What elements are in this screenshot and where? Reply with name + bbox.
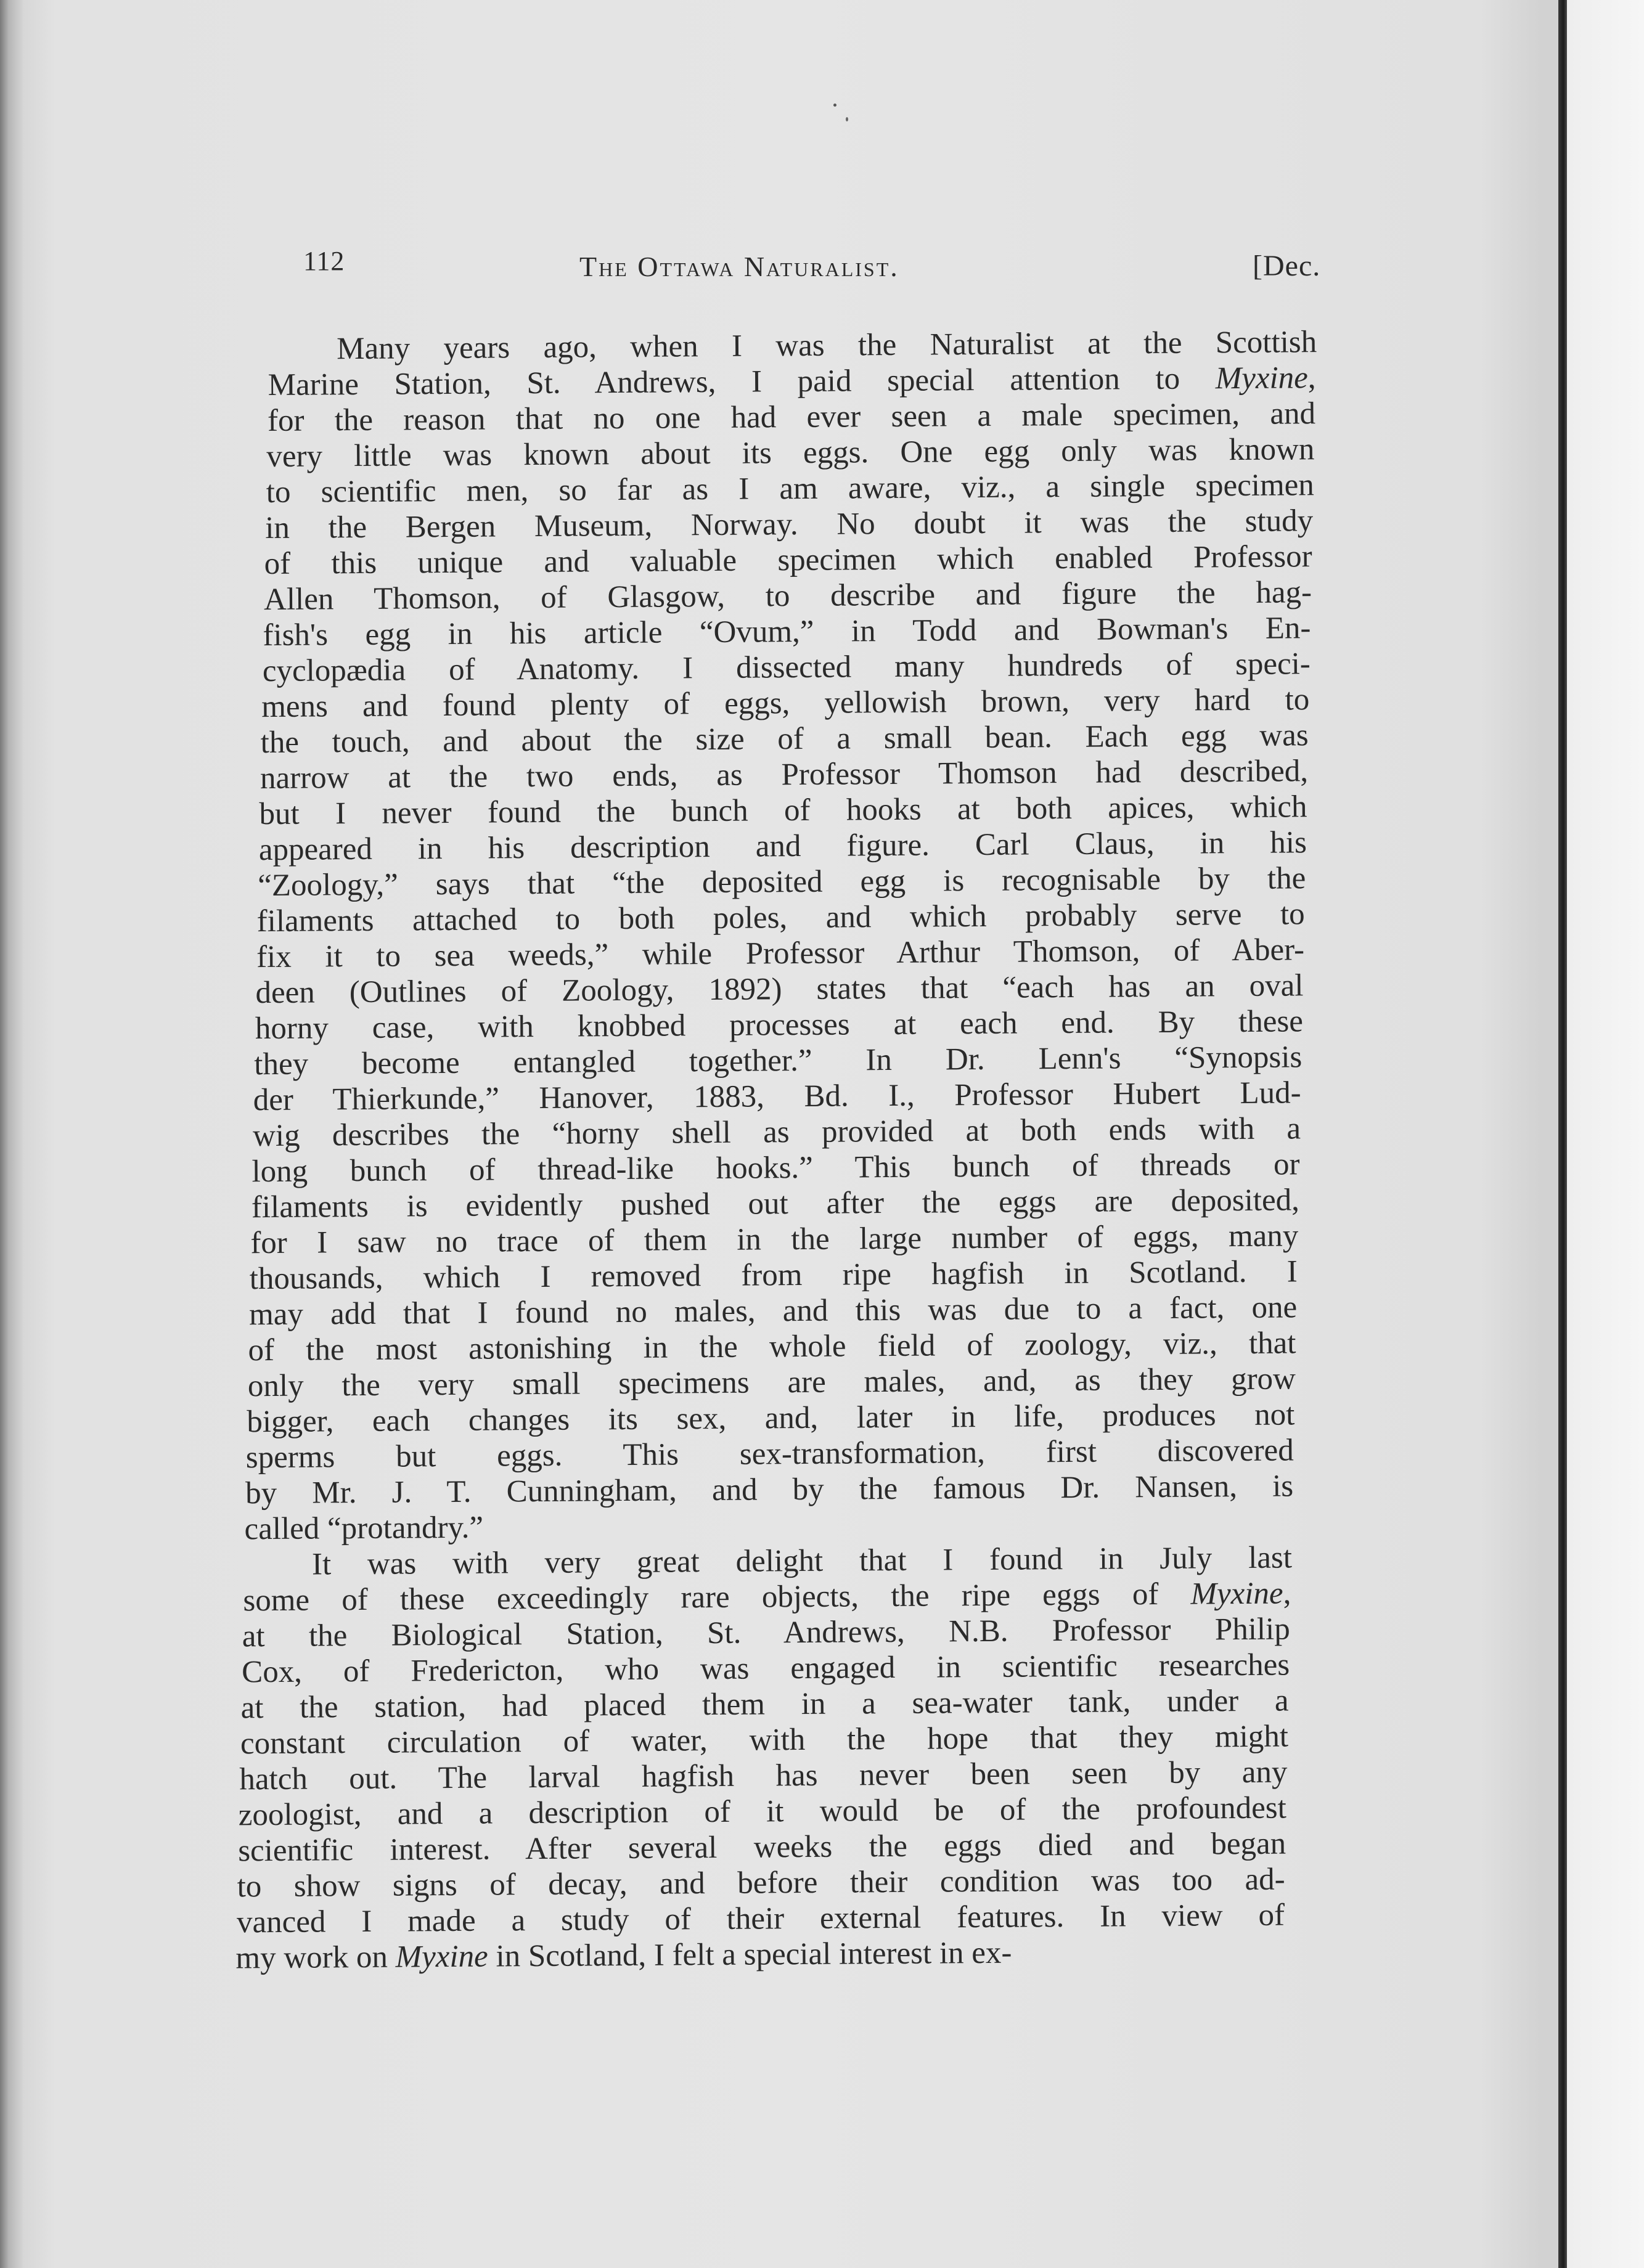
text-line: the touch, and about the size of a small bean. Each egg was <box>260 718 1309 761</box>
text-line: long bunch of thread-like hooks.” This bunch of threads or <box>252 1147 1300 1189</box>
text-line: mens and found plenty of eggs, yellowish brown, very hard to <box>261 682 1310 725</box>
text-line: der Thierkunde,” Hanover, 1883, Bd. I., Professor Hubert Lud- <box>253 1075 1301 1118</box>
text-line: bigger, each changes its sex, and, later in life, produces not <box>247 1397 1295 1440</box>
issue-month: [Dec. <box>1253 250 1321 282</box>
text-line: by Mr. J. T. Cunningham, and by the famous Dr. Nansen, is <box>245 1469 1294 1511</box>
text-line: horny case, with knobbed processes at each end. By these <box>255 1004 1304 1046</box>
text-line: It was with very great delight that I found in July last <box>311 1540 1293 1582</box>
text-line: deen (Outlines of Zoology, 1892) states that “each has an oval <box>255 968 1304 1011</box>
text-line: Many years ago, when I was the Naturalist at the Scottish <box>337 325 1317 367</box>
text-line: fix it to sea weeds,” while Professor Arthur Thomson, of Aber- <box>256 932 1305 975</box>
page-number: 112 <box>303 246 345 276</box>
running-head <box>303 245 1351 295</box>
scan-speck <box>846 117 848 121</box>
text-line: fish's egg in his article “Ovum,” in Todd and Bowman's En- <box>263 611 1311 653</box>
text-line: very little was known about its eggs. One egg only was known <box>266 432 1315 475</box>
text-line: narrow at the two ends, as Professor Thomson had described, <box>260 754 1309 796</box>
text-line: Cox, of Fredericton, who was engaged in scientific researches <box>241 1647 1290 1690</box>
genus-name: Myxine <box>1215 361 1309 396</box>
text-line: thousands, which I removed from ripe hagfish in Scotland. I <box>249 1254 1298 1297</box>
genus-name: Myxine <box>395 1939 488 1975</box>
text-line: only the very small specimens are males, and, as they grow <box>247 1361 1296 1404</box>
text-line: appeared in his description and figure. Carl Claus, in his <box>258 825 1307 868</box>
text-line: of the most astonishing in the whole field of zoology, viz., that <box>248 1326 1296 1368</box>
text-line: zoologist, and a description of it would be of the profoundest <box>238 1790 1286 1833</box>
page-edge-border <box>1558 0 1567 2268</box>
text-line: constant circulation of water, with the hope that they might <box>240 1719 1289 1761</box>
text-line: to show signs of decay, and before their condition was too ad- <box>237 1862 1285 1904</box>
text-line: in the Bergen Museum, Norway. No doubt it was the study <box>265 504 1314 546</box>
text-line: vanced I made a study of their external features. In view of <box>236 1898 1285 1940</box>
text-line: filaments attached to both poles, and which probably serve to <box>256 897 1305 939</box>
text-line: of this unique and valuable specimen which enabled Professor <box>264 539 1312 582</box>
text-line: hatch out. The larval hagfish has never been seen by any <box>239 1755 1288 1797</box>
text-line: for I saw no trace of them in the large number of eggs, many <box>250 1218 1299 1261</box>
text-line: but I never found the bunch of hooks at both apices, which <box>259 789 1307 832</box>
text-line: to scientific men, so far as I am aware, viz., a single specimen <box>266 468 1314 510</box>
text-line: filaments is evidently pushed out after the eggs are deposited, <box>251 1183 1300 1225</box>
text-line: Marine Station, St. Andrews, I paid special attention to Myxine, <box>268 361 1316 403</box>
text-line: called “protandry.” <box>244 1510 484 1547</box>
text-line: at the Biological Station, St. Andrews, N.B. Professor Philip <box>242 1612 1290 1654</box>
text-line: wig describes the “horny shell as provided at both ends with a <box>252 1111 1301 1154</box>
text-line: scientific interest. After several weeks the eggs died and began <box>238 1826 1286 1869</box>
text-line: may add that I found no males, and this was due to a fact, one <box>248 1290 1298 1332</box>
article-body <box>235 324 1328 1976</box>
scan-speck <box>833 104 836 107</box>
text-line: “Zoology,” says that “the deposited egg is recognisable by the <box>258 861 1306 904</box>
text-line: at the station, had placed them in a sea-water tank, under a <box>240 1683 1289 1726</box>
journal-title: The Ottawa Naturalist. <box>579 251 899 282</box>
genus-name: Myxine <box>1190 1576 1283 1612</box>
margin-strip <box>1567 0 1644 2268</box>
text-line: sperms but eggs. This sex-transformation, first discovered <box>245 1433 1294 1475</box>
text-line: cyclopædia of Anatomy. I dissected many hundreds of speci- <box>262 647 1311 689</box>
text-line: Allen Thomson, of Glasgow, to describe and figure the hag- <box>263 575 1312 618</box>
text-line: some of these exceedingly rare objects, the ripe eggs of Myxine, <box>243 1576 1291 1618</box>
text-line: they become entangled together.” In Dr. Lenn's “Synopsis <box>254 1040 1303 1082</box>
text-line: my work on Myxine in Scotland, I felt a special interest in ex- <box>235 1935 1012 1976</box>
binding-shadow <box>0 0 23 2268</box>
text-line: for the reason that no one had ever seen a male specimen, and <box>267 396 1316 439</box>
